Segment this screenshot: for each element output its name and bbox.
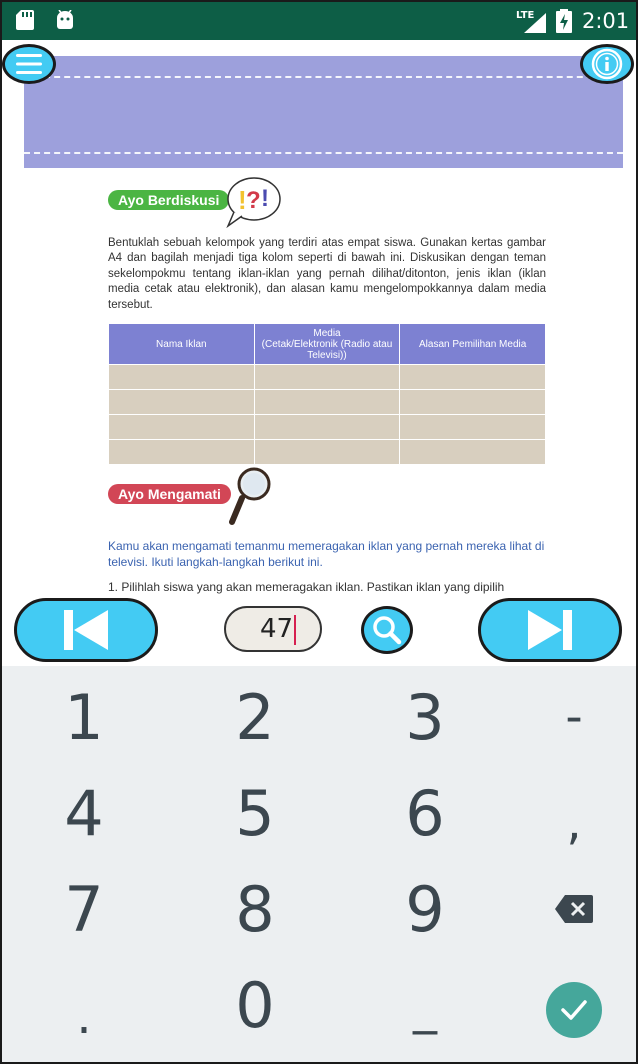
skip-next-icon: [528, 610, 572, 650]
instruction-paragraph: Bentuklah sebuah kelompok yang terdiri atas empat siswa. Gunakan kertas gambar A4 dan bagilah menjadi tiga kolom seperti di bawah ini. Diskusikan dengan teman sekelompokmu tentang iklan-iklan yang pernah dilihat/ditonton, jenis iklan (iklan media cetak atau elektronik), dan alasan kamu mengelompokkannya dalam media tersebut.: [108, 237, 546, 311]
svg-text:!: !: [261, 185, 269, 212]
svg-text:!: !: [238, 185, 247, 215]
info-icon: [591, 48, 623, 80]
key-minus[interactable]: -: [565, 689, 583, 745]
network-type: LTE: [516, 10, 535, 21]
backspace-icon: [555, 895, 593, 923]
key-8[interactable]: 8: [235, 872, 275, 946]
table-cell: [400, 415, 546, 440]
search-icon: [372, 615, 402, 645]
key-4[interactable]: 4: [64, 776, 104, 850]
table-header-cell: Nama Iklan: [109, 324, 255, 365]
step-one-text: 1. Pilihlah siswa yang akan memeragakan iklan. Pastikan iklan yang dipilih: [108, 580, 505, 594]
exclamation-question-bubble-icon: [224, 174, 282, 228]
page-number-input[interactable]: [224, 606, 322, 652]
observe-paragraph: Kamu akan mengamati temanmu memeragakan iklan yang pernah mereka lihat di televisi. Ikuti langkah-langkah berikut ini.: [108, 539, 545, 569]
sd-card-icon: [16, 10, 34, 30]
table-row: [109, 365, 546, 390]
previous-page-button[interactable]: [14, 598, 158, 662]
android-debug-icon: [54, 10, 76, 30]
hamburger-icon: [16, 53, 42, 75]
table-cell: [400, 440, 546, 465]
table-cell: [400, 390, 546, 415]
table-header-row: [109, 324, 546, 365]
key-5[interactable]: 5: [235, 776, 275, 850]
key-7[interactable]: 7: [64, 872, 104, 946]
enter-button[interactable]: [546, 982, 602, 1038]
table-header-cell: Media (Cetak/Elektronik (Radio atau Televisi)): [254, 324, 400, 365]
magnifier-icon: [228, 466, 272, 526]
table-row: [109, 415, 546, 440]
key-6[interactable]: 6: [405, 776, 445, 850]
table-row: [109, 440, 546, 465]
battery-charging-icon: [556, 9, 572, 33]
numeric-keypad: [2, 666, 636, 1062]
key-2[interactable]: 2: [235, 680, 275, 754]
page-banner: [24, 56, 623, 168]
key-backspace[interactable]: [504, 864, 638, 954]
table-cell: [109, 390, 255, 415]
svg-text:?: ?: [246, 187, 261, 214]
go-to-page-button[interactable]: [361, 606, 413, 654]
check-icon: [560, 999, 588, 1021]
key-comma[interactable]: ,: [566, 795, 582, 851]
skip-previous-icon: [64, 610, 108, 650]
document-page[interactable]: [2, 40, 636, 596]
table-cell: [254, 440, 400, 465]
table-cell: [254, 390, 400, 415]
key-underscore[interactable]: _: [413, 979, 437, 1035]
key-3[interactable]: 3: [405, 680, 445, 754]
tag-ayo-mengamati: Ayo Mengamati: [108, 484, 231, 504]
table-header-cell: Alasan Pemilihan Media: [400, 324, 546, 365]
next-page-button[interactable]: [478, 598, 622, 662]
table-cell: [109, 440, 255, 465]
discussion-table: [108, 323, 546, 465]
status-bar: [2, 2, 636, 40]
table-cell: [400, 365, 546, 390]
clock: 2:01: [582, 9, 630, 33]
key-0[interactable]: 0: [235, 968, 275, 1042]
info-button[interactable]: [580, 44, 634, 84]
page-number-value: 47: [260, 614, 294, 644]
table-cell: [254, 415, 400, 440]
signal-icon: [524, 13, 546, 33]
tag-ayo-berdiskusi: Ayo Berdiskusi: [108, 190, 229, 210]
table-cell: [109, 415, 255, 440]
table-row: [109, 390, 546, 415]
menu-button[interactable]: [2, 44, 56, 84]
text-cursor: [294, 615, 296, 645]
key-1[interactable]: 1: [64, 680, 104, 754]
key-period[interactable]: .: [76, 989, 92, 1045]
key-9[interactable]: 9: [405, 872, 445, 946]
table-cell: [109, 365, 255, 390]
banner-divider: [24, 152, 623, 154]
banner-divider: [24, 76, 623, 78]
table-cell: [254, 365, 400, 390]
